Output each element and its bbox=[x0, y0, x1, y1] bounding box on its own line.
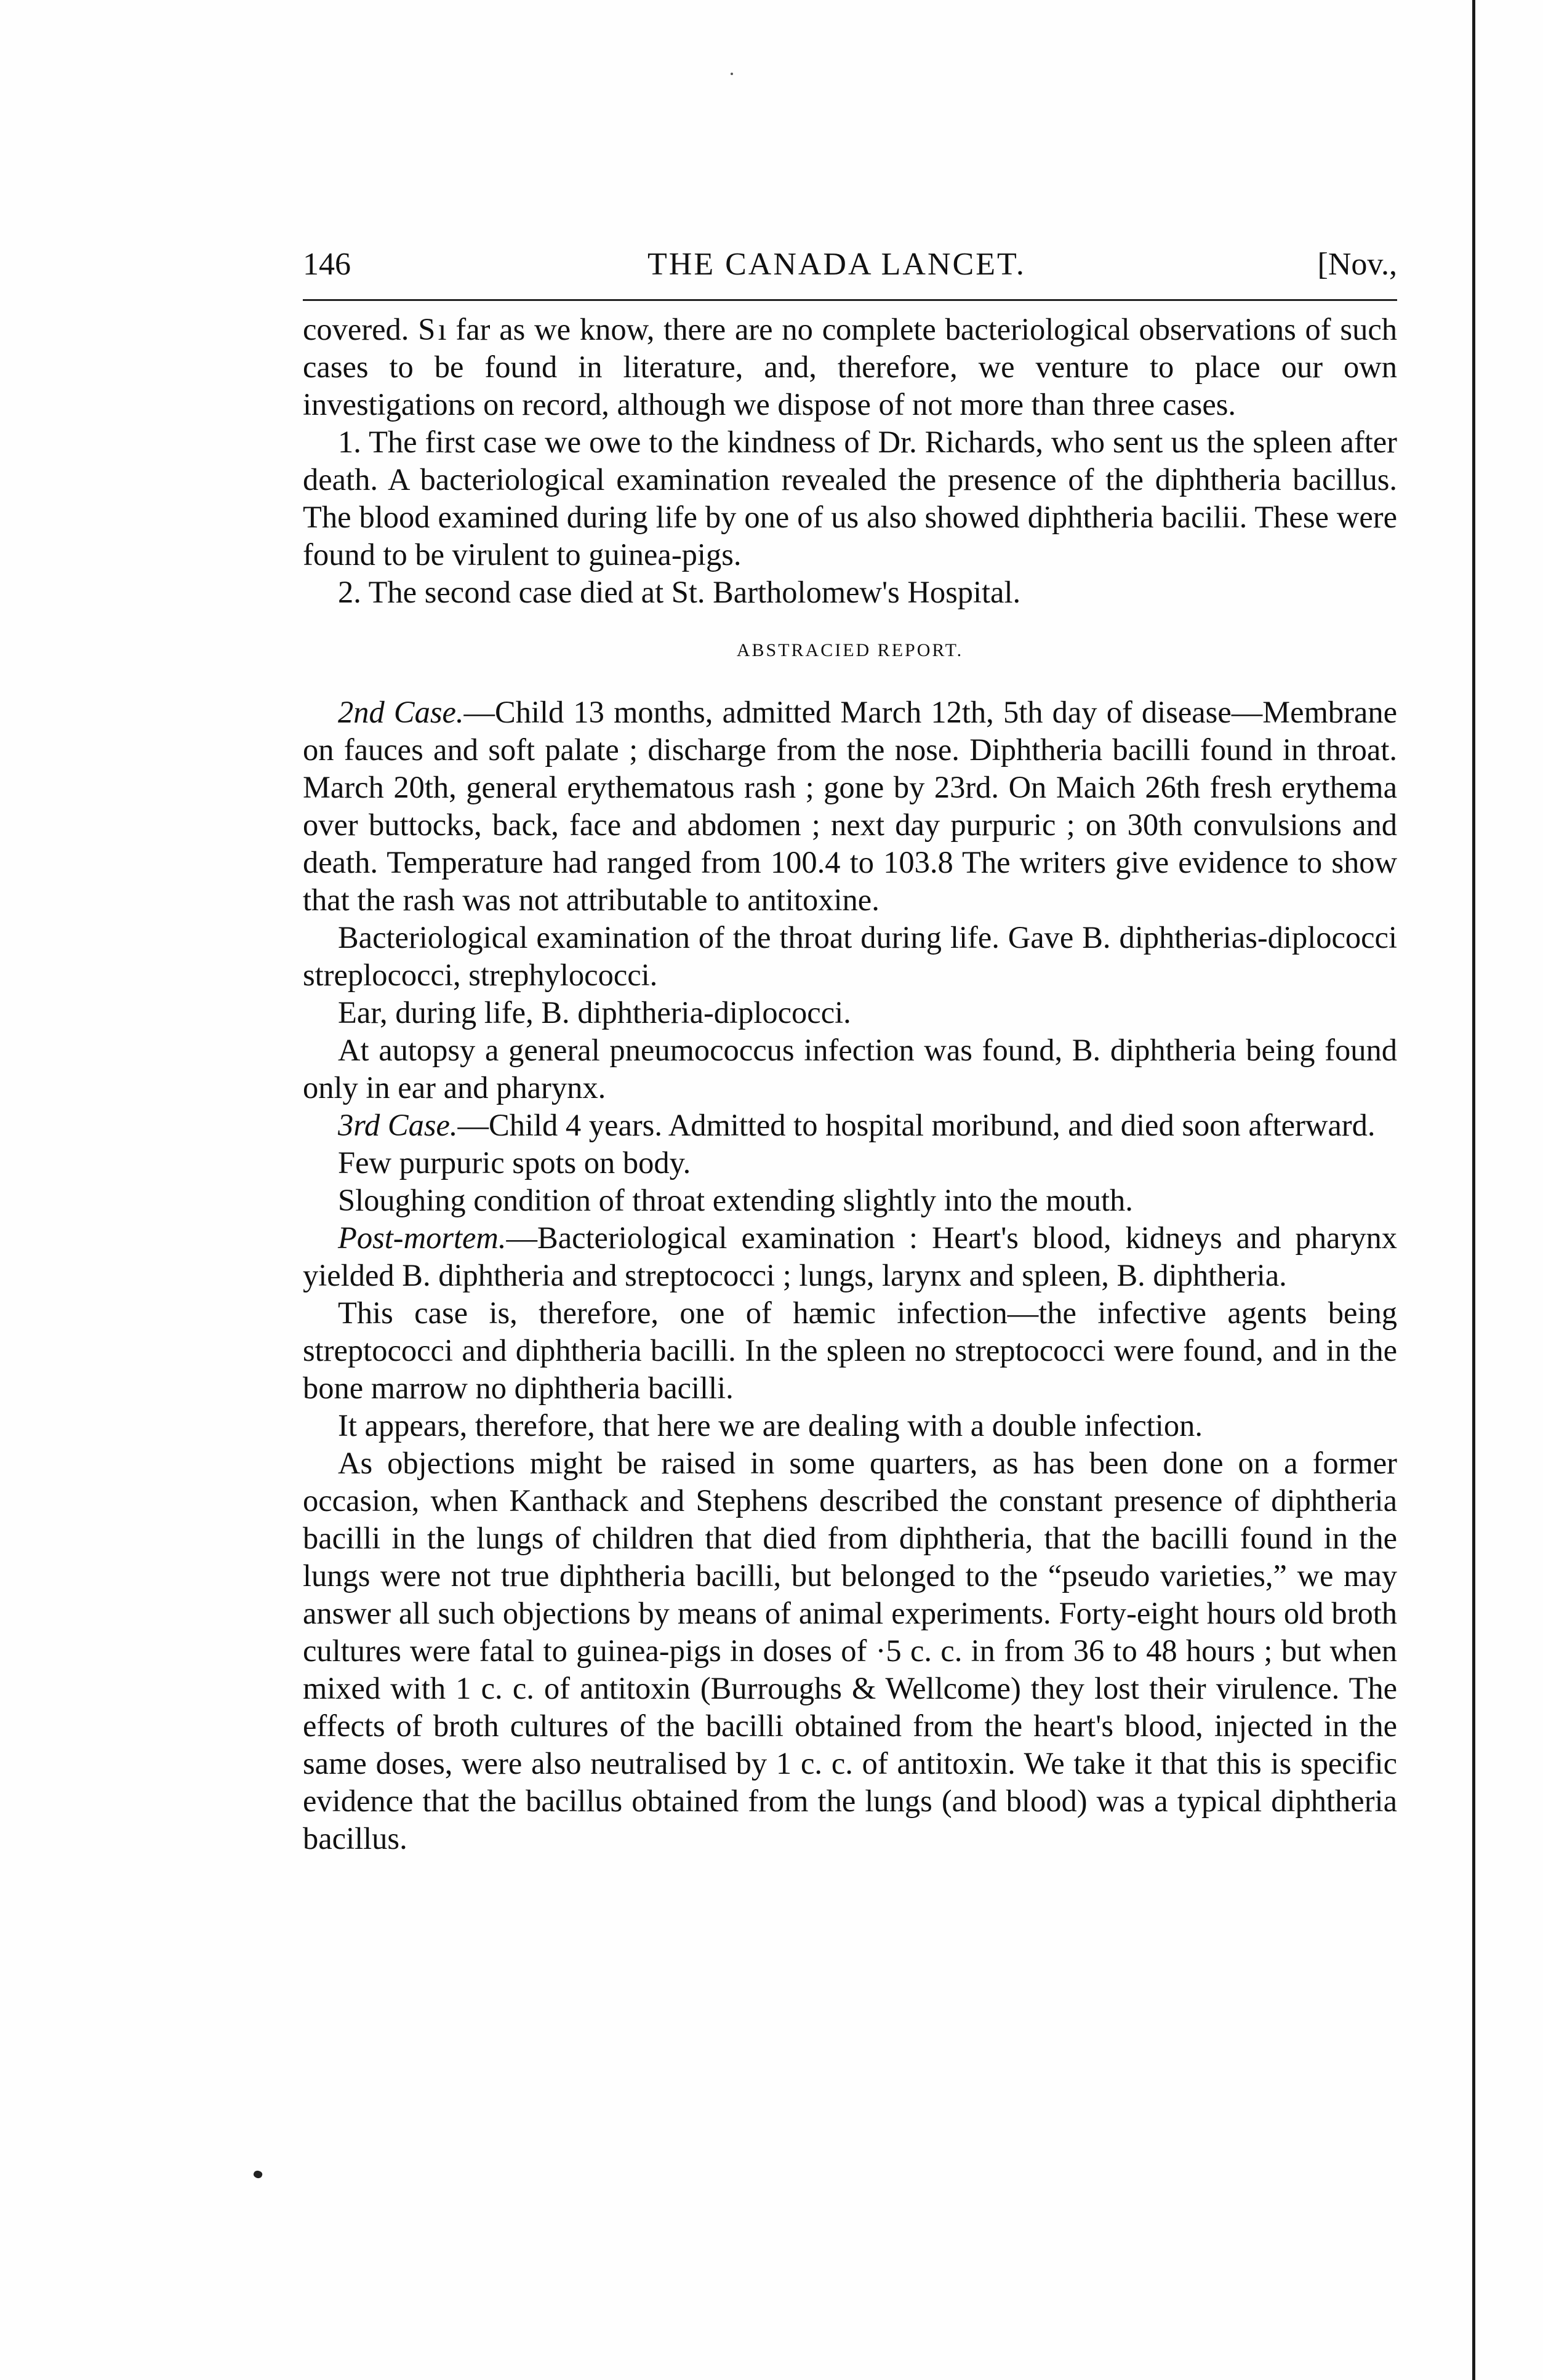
paragraph-ear: Ear, during life, B. diphtheria-diplococci. bbox=[338, 995, 851, 1030]
paragraph-objections: As objections might be raised in some quarters, as has been done on a former occasion, when Kanthack and Stephens described the constant presence of diphtheria bacilli in the lungs of children that died from diphtheria, that the bacilli found in the lungs were not true diphtheria bacilli, but belonged to the “pseudo varieties,” we may answer all such objections by means of animal experiments. Forty-eight hours old broth cultures were fatal to guinea-pigs in doses of ·5 c. c. in from 36 to 48 hours ; but when mixed with 1 c. c. of antitoxin (Burroughs & Wellcome) they lost their virulence. The effects of broth cultures of the bacilli obtained from the heart's blood, injected in the same doses, were also neutralised by 1 c. c. of antitoxin. We take it that this is specific evidence that the bacillus obtained from the lungs (and blood) was a typical diphtheria bacillus. bbox=[303, 1446, 1397, 1856]
paragraph-intro: covered. S ı far as we know, there are no complete bacteriological observations of such cases to be found in literature, and, therefore, we venture to place our own investigations on record, although we dispose of not more than three cases. bbox=[303, 312, 1397, 422]
paragraph-bacteriological: Bacteriological examination of the throat during life. Gave B. diphtherias-diplococci streplococci, strephylococci. bbox=[303, 920, 1397, 992]
post-mortem-label: Post-mortem. bbox=[338, 1220, 507, 1255]
article-body bbox=[303, 311, 1397, 1857]
third-case-text: —Child 4 years. Admitted to hospital moribund, and died soon afterward. bbox=[457, 1108, 1376, 1142]
paragraph-double-infection: It appears, therefore, that here we are dealing with a double infection. bbox=[338, 1408, 1203, 1443]
paragraph-sloughing: Sloughing condition of throat extending slightly into the mouth. bbox=[338, 1183, 1133, 1217]
paragraph-third-case bbox=[303, 1107, 1397, 1144]
page-number: 146 bbox=[303, 247, 351, 282]
ink-speck bbox=[731, 73, 733, 75]
paragraph-purpuric-spots: Few purpuric spots on body. bbox=[338, 1145, 691, 1180]
paragraph-first-case: 1. The first case we owe to the kindness of Dr. Richards, who sent us the spleen after death. A bacteriological examination revealed the presence of the diphtheria bacillus. The blood examined during life by one of us also showed diphtheria bacilii. These were found to be virulent to guinea-pigs. bbox=[303, 425, 1397, 572]
paragraph-haemic-infection: This case is, therefore, one of hæmic infection—the infective agents being streptococci and diphtheria bacilli. In the spleen no streptococci were found, and in the bone marrow no diphtheria bacilli. bbox=[303, 1296, 1397, 1405]
journal-title: THE CANADA LANCET. bbox=[647, 247, 1026, 282]
paragraph-second-case-intro: 2. The second case died at St. Bartholomew's Hospital. bbox=[338, 575, 1021, 609]
second-case-text: —Child 13 months, admitted March 12th, 5th day of disease—Membrane on fauces and soft palate ; discharge from the nose. Diphtheria bacilli found in throat. March 20th, general erythematous rash ; gone by 23rd. On Maich 26th fresh erythema over buttocks, back, face and abdomen ; next day purpuric ; on 30th convulsions and death. Temperature had ranged from 100.4 to 103.8 The writers give evidence to show that the rash was not attributable to antitoxine. bbox=[303, 695, 1397, 917]
post-mortem-text: —Bacteriological examination : Heart's blood, kidneys and pharynx yielded B. diphtheria and streptococci ; lungs, larynx and spleen, B. diphtheria. bbox=[303, 1220, 1397, 1292]
issue-date: [Nov., bbox=[1317, 247, 1397, 282]
ink-blot bbox=[252, 2170, 263, 2179]
third-case-label: 3rd Case. bbox=[338, 1108, 458, 1142]
running-header bbox=[303, 245, 1397, 294]
paragraph-second-case bbox=[303, 694, 1397, 919]
header-rule bbox=[303, 299, 1397, 301]
section-heading: ABSTRACIED REPORT. bbox=[736, 640, 964, 660]
paragraph-post-mortem bbox=[303, 1219, 1397, 1294]
paragraph-autopsy: At autopsy a general pneumococcus infection was found, B. diphtheria being found only in ear and pharynx. bbox=[303, 1033, 1397, 1105]
page-edge-line bbox=[1472, 0, 1475, 2380]
second-case-label: 2nd Case. bbox=[338, 695, 464, 729]
